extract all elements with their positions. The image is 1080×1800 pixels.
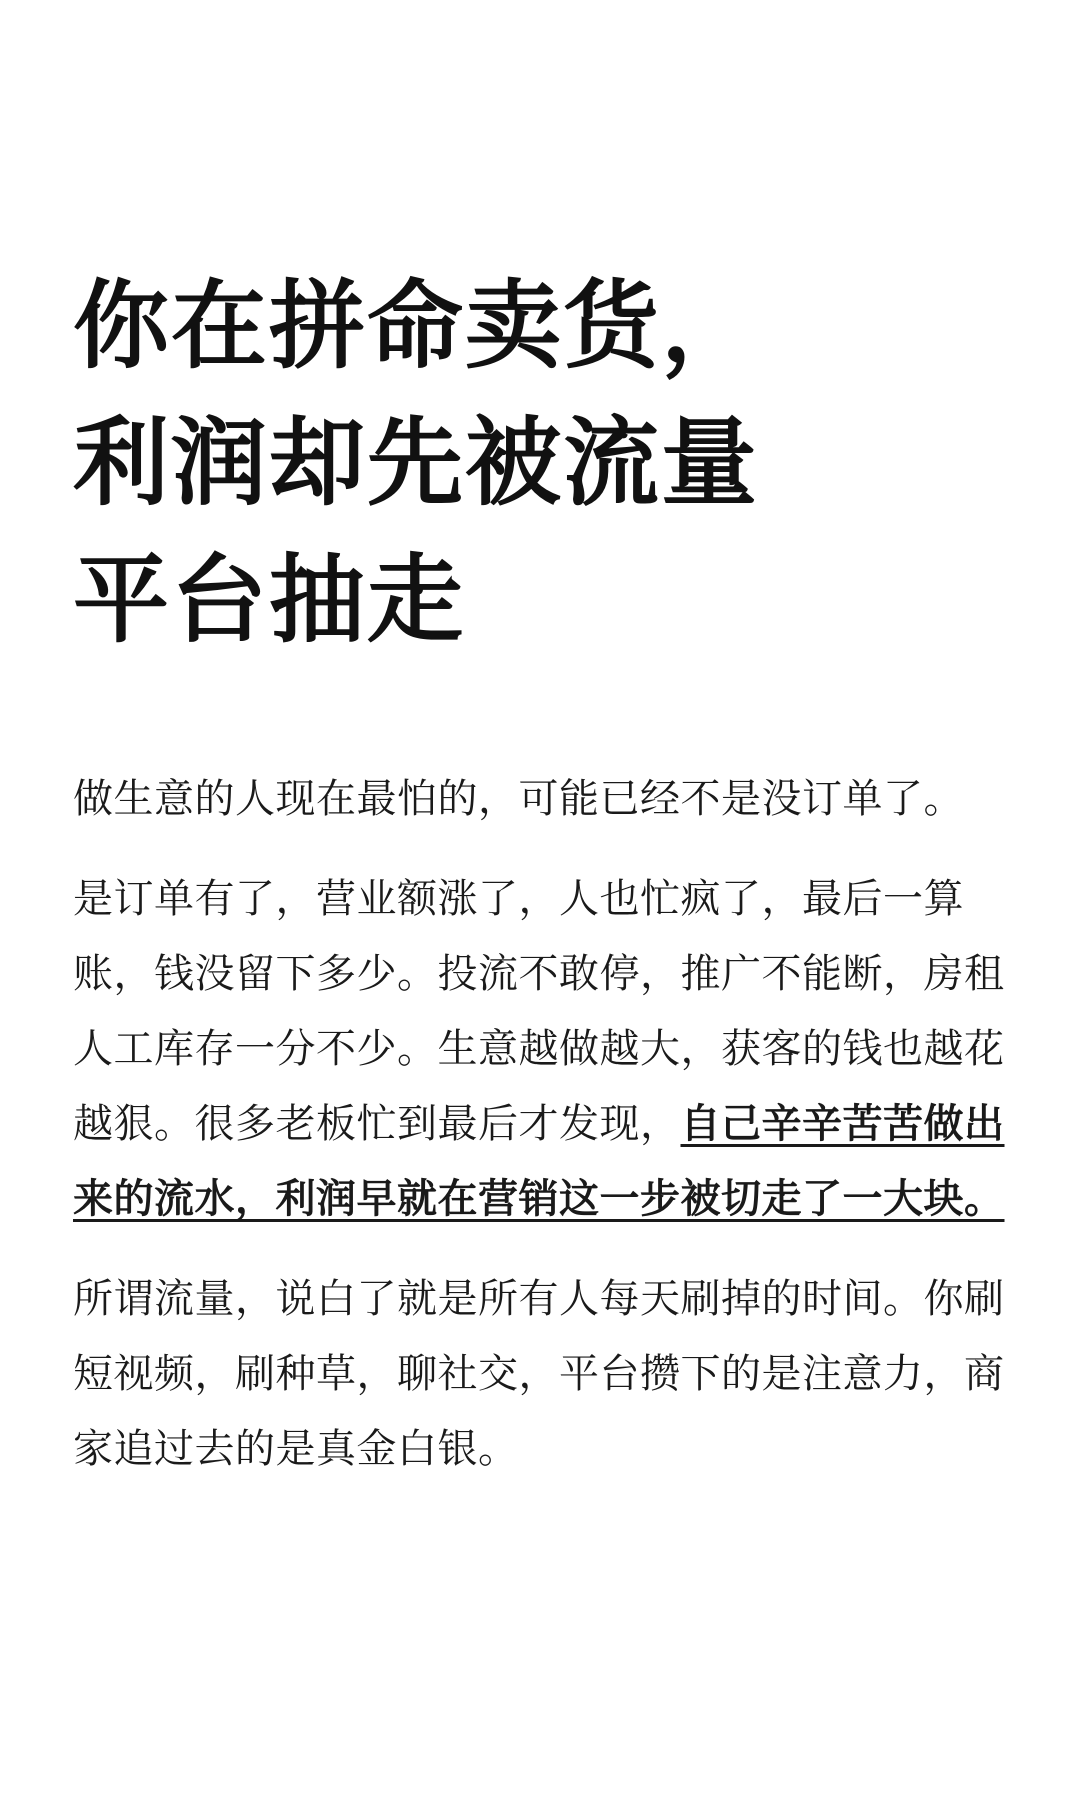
title-line-1: 你在拼命卖货， bbox=[73, 270, 759, 382]
paragraph-2-text: 是订单有了，营业额涨了，人也忙疯了，最后一算账，钱没留下多少。投流不敢停，推广不能断，房租人工库存一分不少。生意越做越大，获客的钱也越花越狠。很多老板忙到最后才发现， bbox=[73, 876, 1005, 1147]
page-title bbox=[73, 258, 933, 669]
paragraph-1: 做生意的人现在最怕的，可能已经不是没订单了。 bbox=[73, 776, 964, 822]
paragraph-2-emphasis: 自己辛辛苦苦做出来的流水，利润早就在营销这一步被切走了一大块。 bbox=[73, 1101, 1005, 1222]
paragraph-2 bbox=[73, 862, 1017, 1237]
article-body bbox=[73, 762, 1017, 1487]
title-line-2: 利润却先被流量 bbox=[73, 407, 759, 519]
paragraph-3: 所谓流量，说白了就是所有人每天刷掉的时间。你刷短视频，刷种草，聊社交，平台攒下的是注意力，商家追过去的是真金白银。 bbox=[73, 1276, 1005, 1472]
title-line-3: 平台抽走 bbox=[73, 544, 465, 656]
